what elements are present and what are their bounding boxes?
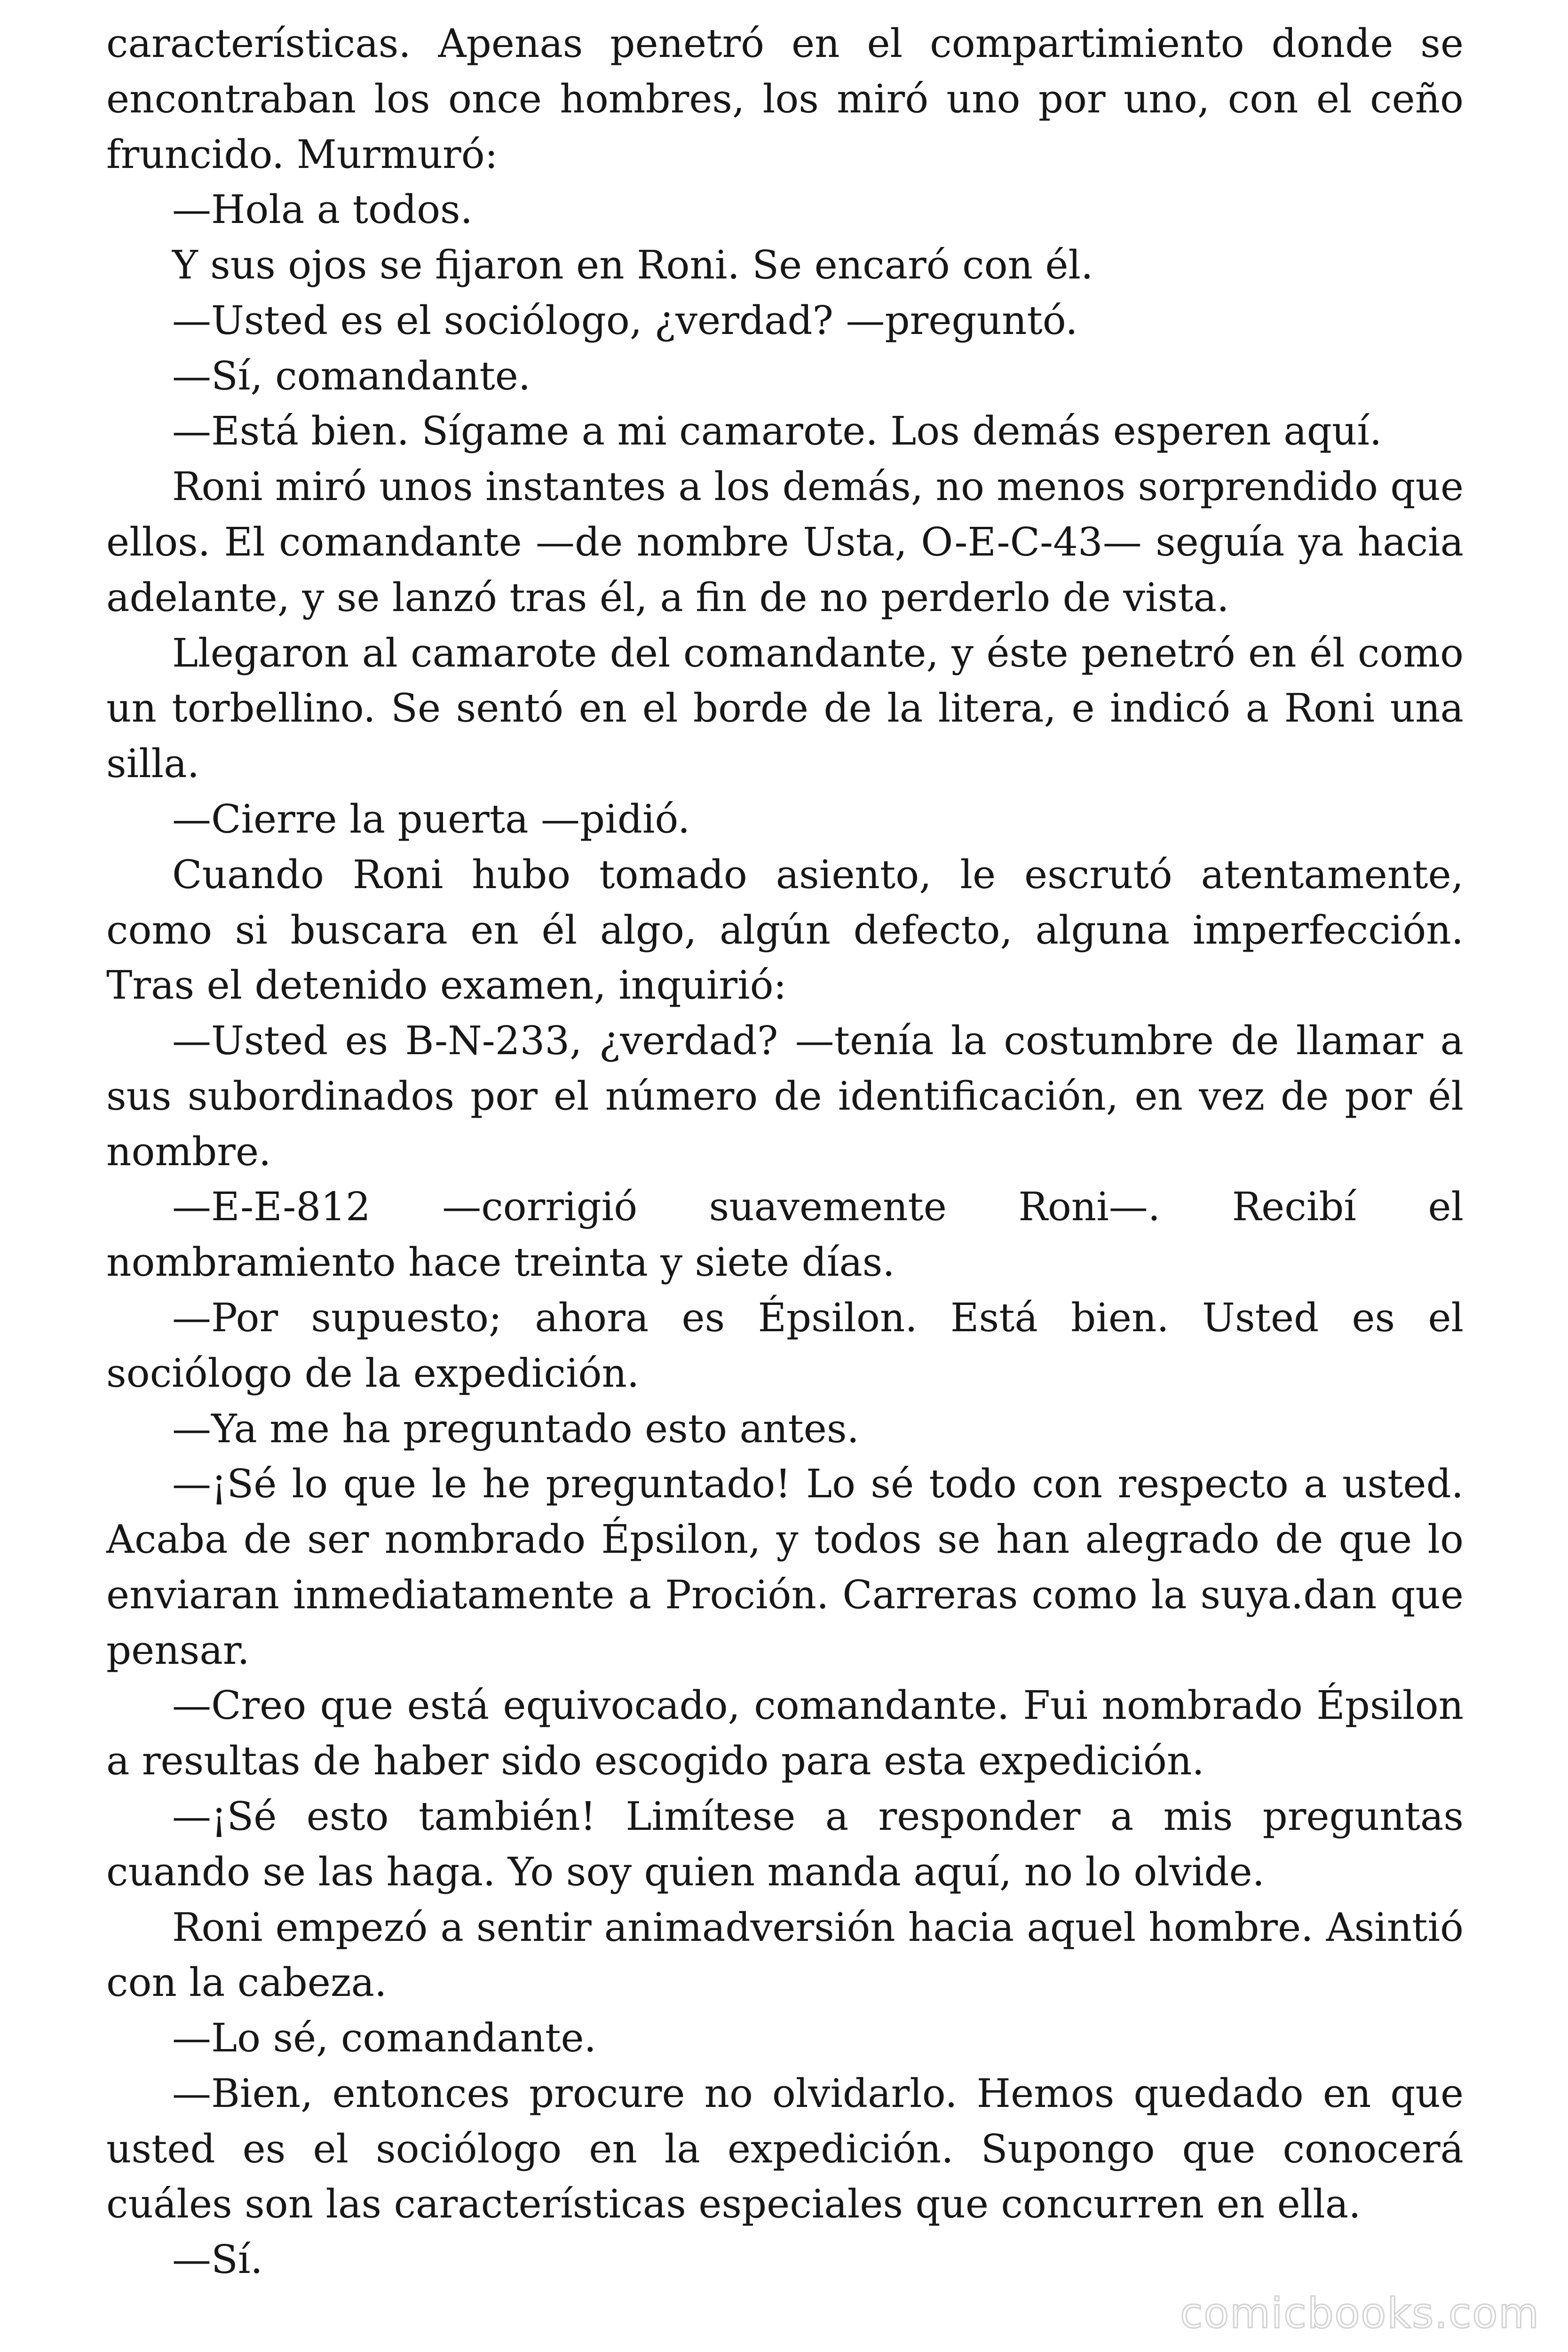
paragraph: —Usted es B-N-233, ¿verdad? —tenía la costumbre de llamar a sus subordinados por el número de identificación, en vez de por él nombre. bbox=[106, 1018, 1464, 1175]
paragraph: —Cierre la puerta —pidió. bbox=[172, 796, 690, 842]
paragraph: —Creo que está equivocado, comandante. Fui nombrado Épsilon a resultas de haber sido escogido para esta expedición. bbox=[106, 1683, 1464, 1784]
paragraph: —Por supuesto; ahora es Épsilon. Está bien. Usted es el sociólogo de la expedición. bbox=[106, 1295, 1464, 1396]
paragraph: Roni miró unos instantes a los demás, no menos sorprendido que ellos. El comandante —de nombre Usta, O-E-C-43— seguía ya hacia adelante, y se lanzó tras él, a fin de no perderlo de vista. bbox=[106, 464, 1464, 620]
paragraph: Y sus ojos se fijaron en Roni. Se encaró con él. bbox=[172, 242, 1093, 288]
paragraph: —Ya me ha preguntado esto antes. bbox=[172, 1406, 859, 1452]
paragraph: —Hola a todos. bbox=[172, 187, 473, 233]
paragraph: —Sí. bbox=[172, 2237, 263, 2283]
paragraph: —Está bien. Sígame a mi camarote. Los demás esperen aquí. bbox=[172, 408, 1382, 454]
paragraph: —Bien, entonces procure no olvidarlo. Hemos quedado en que usted es el sociólogo en la expedición. Supongo que conocerá cuáles son las características especiales que concurren en ella. bbox=[106, 2070, 1464, 2227]
paragraph: Llegaron al camarote del comandante, y éste penetró en él como un torbellino. Se sentó en el borde de la litera, e indicó a Roni una silla. bbox=[106, 630, 1464, 787]
continued-paragraph: características. Apenas penetró en el compartimiento donde se encontraban los once hombres, los miró uno por uno, con el ceño fruncido. Murmuró: bbox=[106, 21, 1464, 177]
paragraph: —Lo sé, comandante. bbox=[172, 2015, 596, 2061]
page-body-text bbox=[106, 16, 1464, 2288]
paragraph: Cuando Roni hubo tomado asiento, le escrutó atentamente, como si buscara en él algo, algún defecto, alguna imperfección. Tras el detenido examen, inquirió: bbox=[106, 851, 1464, 1009]
paragraph: —E-E-812 —corrigió suavemente Roni—. Recibí el nombramiento hace treinta y siete días. bbox=[106, 1184, 1464, 1286]
paragraph: Roni empezó a sentir animadversión hacia aquel hombre. Asintió con la cabeza. bbox=[106, 1904, 1464, 2006]
paragraph: —¡Sé esto también! Limítese a responder a mis preguntas cuando se las haga. Yo soy quien manda aquí, no lo olvide. bbox=[106, 1794, 1464, 1895]
watermark: comicbooks.com bbox=[1180, 2289, 1540, 2337]
paragraph: —Usted es el sociólogo, ¿verdad? —preguntó. bbox=[172, 297, 1078, 343]
paragraph: —Sí, comandante. bbox=[172, 353, 531, 399]
paragraph: —¡Sé lo que le he preguntado! Lo sé todo con respecto a usted. Acaba de ser nombrado Épsilon, y todos se han alegrado de que lo enviaran inmediatamente a Proción. Carreras como la suya.dan que pensar. bbox=[106, 1461, 1464, 1673]
